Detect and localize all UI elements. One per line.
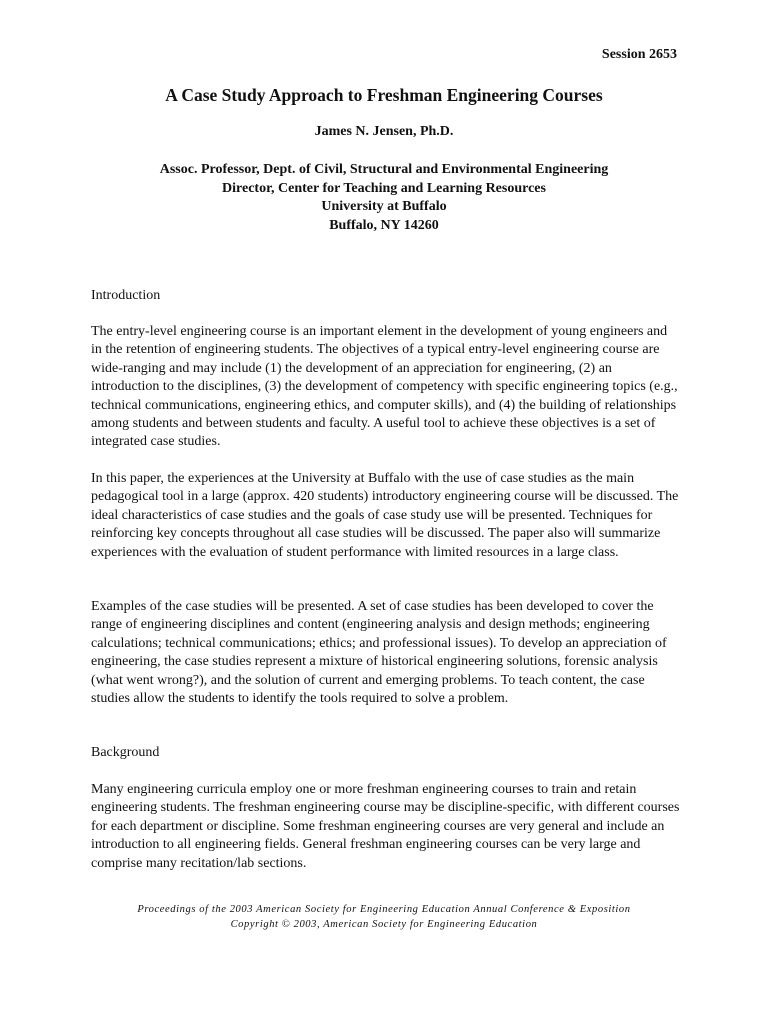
footer-copyright: Copyright © 2003, American Society for Engineering Education: [230, 919, 538, 930]
paragraph: The entry-level engineering course is an important element in the development of young engineers and in the retention of engineering students. The objectives of a typical entry-level engineering course are wide-ranging and may include (1) the development of an appreciation for engineering, (2) an introduction to the disciplines, (3) the development of competency with specific engineering topics (e.g., technical communications, engineering ethics, and computer skills), and (4) the building of relationships among students and between students and faculty. A useful tool to achieve these objectives is a set of integrated case studies.: [91, 324, 678, 450]
paragraph: Many engineering curricula employ one or more freshman engineering courses to train and retain engineering students. The freshman engineering course may be discipline-specific, with different courses for each department or discipline. Some freshman engineering courses are very general and include an introduction to all engineering fields. General freshman engineering courses can be very large and comprise many recitation/lab sections.: [91, 782, 680, 871]
affiliation-line: Buffalo, NY 14260: [329, 217, 439, 233]
paragraph: Examples of the case studies will be presented. A set of case studies has been developed to cover the range of engineering disciplines and content (engineering analysis and design methods; engineering calculations; technical communications; ethics; and professional issues). To develop an appreciation of engineering, the case studies represent a mixture of historical engineering solutions, forensic analysis (what went wrong?), and the solution of current and emerging problems. To teach content, the case studies allow the students to identify the tools required to solve a problem.: [91, 599, 667, 707]
author-name: James N. Jensen, Ph.D.: [314, 124, 454, 139]
affiliation-line: University at Buffalo: [321, 199, 447, 214]
section-heading-background: Background: [91, 745, 160, 760]
affiliation-line: Director, Center for Teaching and Learning Resources: [222, 180, 546, 196]
session-number: Session 2653: [601, 47, 677, 62]
affiliation-line: Assoc. Professor, Dept. of Civil, Structural and Environmental Engineering: [159, 162, 609, 177]
paragraph: In this paper, the experiences at the University at Buffalo with the use of case studies as the main pedagogical tool in a large (approx. 420 students) introductory engineering course will be discussed. The ideal characteristics of case studies and the goals of case study use will be presented. Techniques for reinforcing key concepts throughout all case studies will be discussed. The paper also will summarize experiences with the evaluation of student performance with limited resources in a large class.: [91, 471, 679, 560]
section-heading-introduction: Introduction: [91, 288, 161, 303]
author-affiliation: [0, 161, 768, 235]
paper-title: A Case Study Approach to Freshman Engineering Courses: [165, 85, 603, 105]
footer-proceedings: Proceedings of the 2003 American Society for Engineering Education Annual Conference & Exposition: [137, 904, 631, 915]
page-footer: [0, 902, 768, 932]
